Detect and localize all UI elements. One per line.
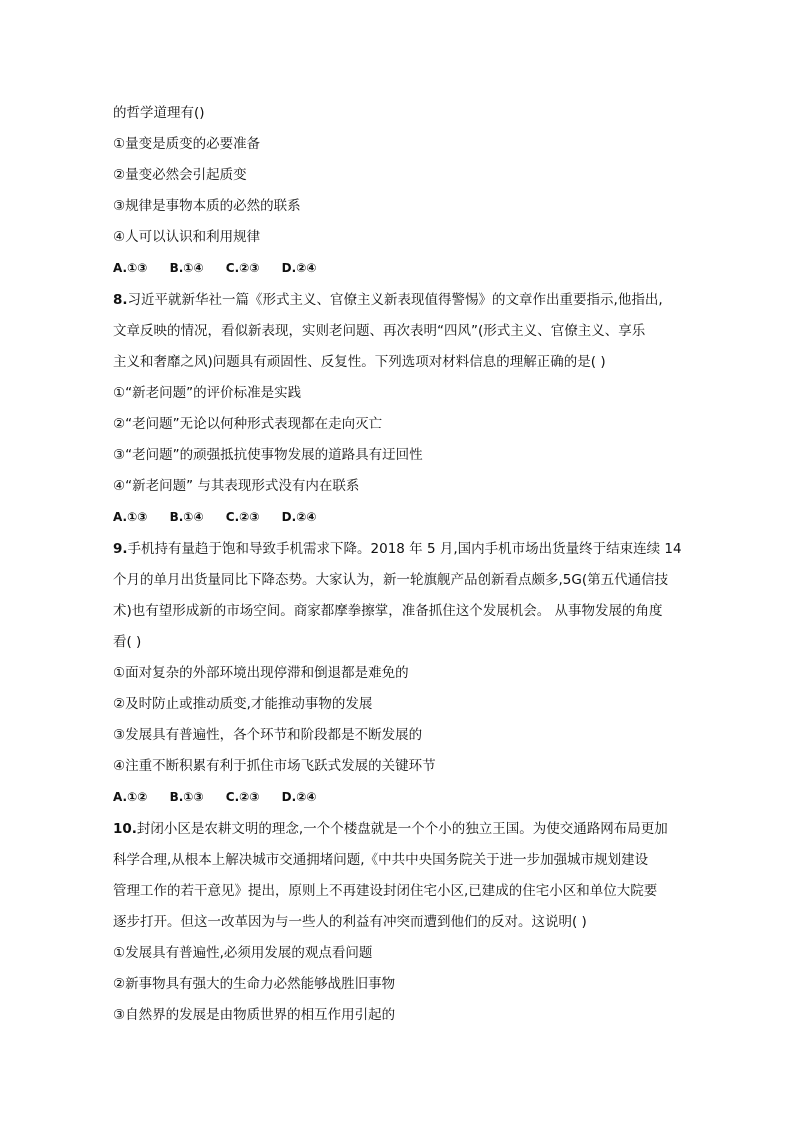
- q9-item-4: ④注重不断积累有利于抓住市场飞跃式发展的关键环节: [113, 758, 436, 774]
- q10-item-2: ②新事物具有强大的生命力必然能够战胜旧事物: [113, 976, 396, 992]
- q7-option-d[interactable]: D.②④: [281, 261, 317, 275]
- q10-stem-line-1: [113, 820, 693, 838]
- q7-item-2: ②量变必然会引起质变: [113, 167, 247, 183]
- q9-number: 9.: [113, 541, 128, 557]
- q7-stem-end: 的哲学道理有(): [113, 105, 205, 121]
- q7-options: [113, 259, 693, 277]
- q8-option-a[interactable]: A.①③: [113, 510, 148, 524]
- q8-item-3: ③“老问题”的顽强抵抗使事物发展的道路具有迂回性: [113, 447, 423, 463]
- q7-item-3: ③规律是事物本质的必然的联系: [113, 198, 301, 214]
- q10-stem-line-4: 逐步打开。但这一改革因为与一些人的利益有冲突而遭到他们的反对。这说明( ): [113, 914, 587, 930]
- q7-option-a[interactable]: A.①③: [113, 261, 148, 275]
- q9-option-c[interactable]: C.②③: [225, 790, 260, 804]
- q9-stem-text-1: 手机持有量趋于饱和导致手机需求下降。2018 年 5 月,国内手机市场出货量终于结束连续 14: [127, 541, 682, 557]
- q10-stem-text-1: 封闭小区是农耕文明的理念,一个个楼盘就是一个个小的独立王国。为使交通路网布局更加: [136, 821, 668, 837]
- q8-option-b[interactable]: B.①④: [169, 510, 204, 524]
- q10-stem-line-2: 科学合理,从根本上解决城市交通拥堵问题,《中共中央国务院关于进一步加强城市规划建设: [113, 852, 649, 868]
- q9-item-1: ①面对复杂的外部环境出现停滞和倒退都是难免的: [113, 665, 409, 681]
- q9-stem-line-4: 看( ): [113, 634, 142, 650]
- q9-option-a[interactable]: A.①②: [113, 790, 148, 804]
- q7-item-1: ①量变是质变的必要准备: [113, 136, 261, 152]
- q10-item-1: ①发展具有普遍性,必须用发展的观点看问题: [113, 945, 373, 961]
- q9-stem-line-1: [113, 540, 693, 558]
- q7-option-b[interactable]: B.①④: [169, 261, 204, 275]
- q7-item-4: ④人可以认识和利用规律: [113, 229, 261, 245]
- q8-number: 8.: [113, 292, 128, 308]
- q9-option-b[interactable]: B.①③: [169, 790, 204, 804]
- q8-item-4: ④“新老问题” 与其表现形式没有内在联系: [113, 478, 360, 494]
- q10-item-3: ③自然界的发展是由物质世界的相互作用引起的: [113, 1007, 396, 1023]
- q7-option-c[interactable]: C.②③: [225, 261, 260, 275]
- q9-option-d[interactable]: D.②④: [281, 790, 317, 804]
- q9-options: [113, 788, 693, 806]
- q8-item-2: ②“老问题”无论以何种形式表现都在走向灭亡: [113, 416, 383, 432]
- q9-stem-line-3: 术)也有望形成新的市场空间。商家都摩拳擦掌，准备抓住这个发展机会。 从事物发展的角度: [113, 603, 663, 619]
- q9-item-3: ③发展具有普遍性，各个环节和阶段都是不断发展的: [113, 727, 423, 743]
- q8-option-c[interactable]: C.②③: [225, 510, 260, 524]
- q8-stem-line-1: [113, 291, 693, 309]
- q10-number: 10.: [113, 821, 137, 837]
- q8-option-d[interactable]: D.②④: [281, 510, 317, 524]
- q8-stem-text-1: 习近平就新华社一篇《形式主义、官僚主义新表现值得警惕》的文章作出重要指示,他指出,: [127, 292, 663, 308]
- q10-stem-line-3: 管理工作的若干意见》提出，原则上不再建设封闭住宅小区,已建成的住宅小区和单位大院要: [113, 883, 658, 899]
- q8-item-1: ①“新老问题”的评价标准是实践: [113, 385, 302, 401]
- q9-stem-line-2: 个月的单月出货量同比下降态势。大家认为，新一轮旗舰产品创新看点颇多,5G(第五代通信技: [113, 572, 669, 588]
- q8-stem-line-3: 主义和奢靡之风)问题具有顽固性、反复性。下列选项对材料信息的理解正确的是( ): [113, 354, 606, 370]
- q8-options: [113, 508, 693, 526]
- q9-item-2: ②及时防止或推动质变,才能推动事物的发展: [113, 696, 373, 712]
- q8-stem-line-2: 文章反映的情况，看似新表现，实则老问题、再次表明“四风”(形式主义、官僚主义、享乐: [113, 323, 646, 339]
